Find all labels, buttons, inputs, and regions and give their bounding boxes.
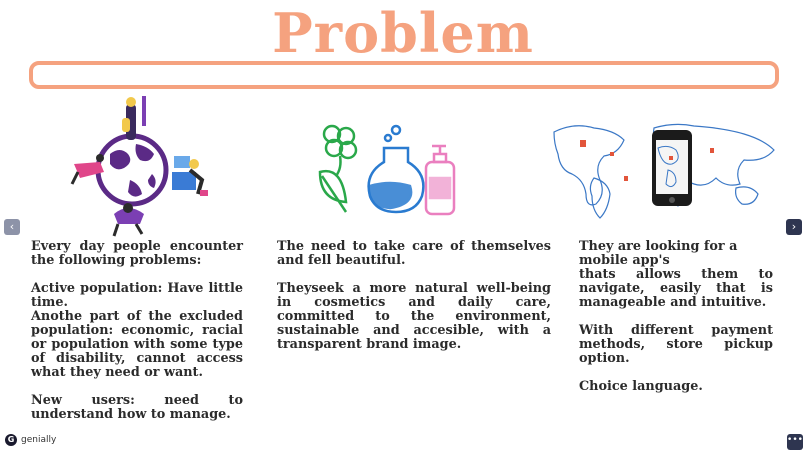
col2-paragraph-2: Theyseek a more natural well-being in cosmetics and daily care, committed to the environment, sustainable and accesible, with a transparent brand image. <box>277 281 551 352</box>
slide-title: Problem <box>272 1 534 65</box>
title-underline-frame <box>29 61 779 89</box>
genially-brand-link[interactable] <box>5 434 56 446</box>
col2-paragraph-1: The need to take care of themselves and fell beautiful. <box>277 239 551 268</box>
col1-paragraph-1: Every day people encounter the following problems: <box>31 239 243 268</box>
previous-slide-button[interactable] <box>4 219 20 235</box>
app-needs-column <box>579 240 773 408</box>
col3-paragraph-3: Choice language. <box>579 379 703 394</box>
needs-column <box>277 240 551 366</box>
people-globe-illustration <box>70 94 215 240</box>
genially-logo-icon: G <box>5 434 17 446</box>
col1-paragraph-2: Active population: Have little time. <box>31 281 243 310</box>
col3-paragraph-1b: thats allows them to navigate, easily that is manageable and intuitive. <box>579 267 773 310</box>
more-dots-icon: ••• <box>787 435 803 445</box>
brand-name: genially <box>21 435 57 445</box>
col3-paragraph-2: With different payment methods, store pickup option. <box>579 323 773 366</box>
chevron-left-icon: ‹ <box>9 220 15 233</box>
cosmetics-nature-illustration <box>310 122 460 217</box>
chevron-right-icon: › <box>791 220 797 233</box>
col1-paragraph-4: New users: need to understand how to manage. <box>31 393 243 422</box>
world-map-phone-illustration <box>550 118 782 222</box>
more-options-button[interactable] <box>787 434 803 450</box>
problems-column <box>31 240 243 436</box>
next-slide-button[interactable] <box>786 219 802 235</box>
col1-paragraph-3: Anothe part of the excluded population: economic, racial or population with some type of disability, cannot access what they need or want. <box>31 309 243 380</box>
col3-paragraph-1a: They are looking for a mobile app's <box>579 239 738 268</box>
